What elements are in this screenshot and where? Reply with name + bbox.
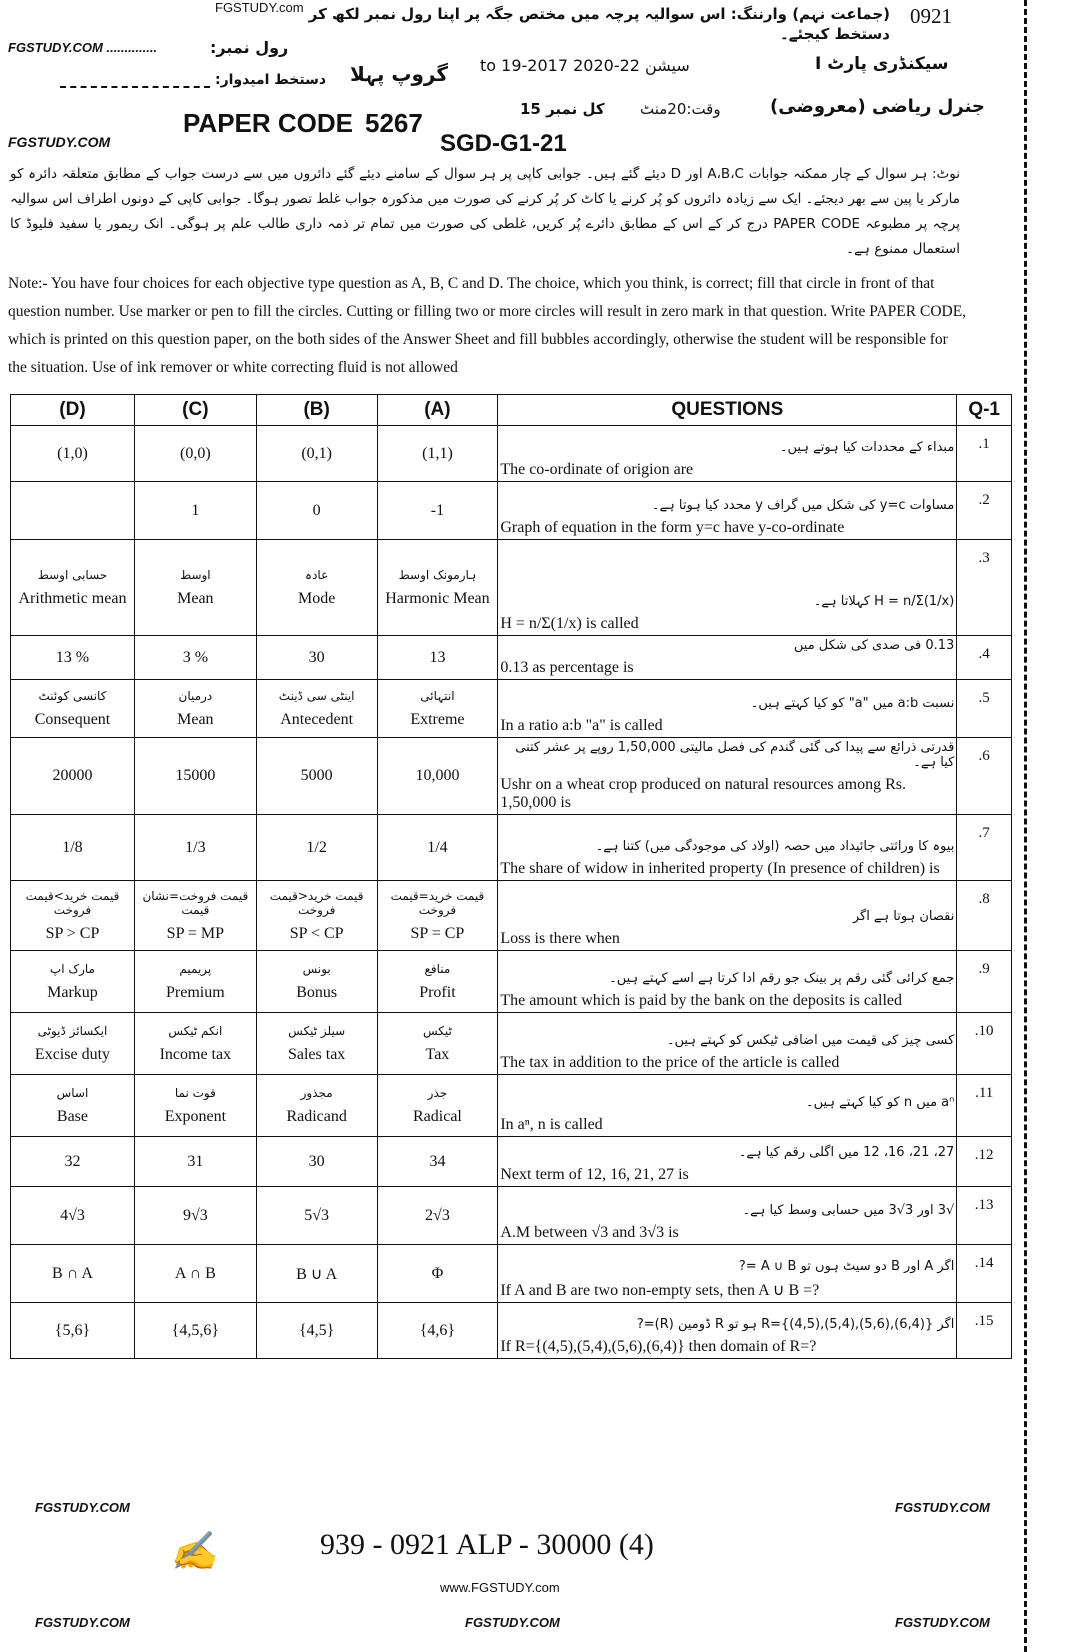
watermark-footer-center: FGSTUDY.COM [465, 1615, 560, 1630]
option-b-text: Mode [297, 589, 336, 607]
option-d [11, 1187, 135, 1245]
option-c-text: A ∩ B [174, 1264, 216, 1282]
watermark-footer-right: FGSTUDY.COM [895, 1615, 990, 1630]
session: سیشن 22-2020 to 19-2017 [480, 56, 690, 75]
question-number: .3 [957, 540, 1012, 636]
option-c [134, 815, 256, 881]
question-cell [498, 1075, 957, 1137]
question-number: .10 [957, 1013, 1012, 1075]
option-c [134, 1013, 256, 1075]
option-a-text: 34 [429, 1152, 446, 1170]
option-c-text: 1/3 [185, 838, 206, 856]
table-row [11, 1245, 1012, 1303]
option-b [256, 815, 377, 881]
option-a [377, 680, 498, 738]
option-c-urdu: انکم ٹیکس [168, 1023, 223, 1038]
option-a-text: -1 [430, 501, 445, 519]
option-b-text: 5√3 [304, 1206, 330, 1224]
option-c [134, 881, 256, 951]
table-row [11, 680, 1012, 738]
option-b [256, 1075, 377, 1137]
option-b-text: SP < CP [289, 924, 344, 942]
option-b-text: (0,1) [301, 444, 332, 462]
option-a-text: Extreme [410, 710, 465, 728]
question-urdu: قدرتی ذرائع سے پیدا کی گئی گندم کی فصل مالیتی 1,50,000 روپے پر عشر کتنی کیا ہے۔ [515, 740, 955, 770]
question-number: .4 [957, 636, 1012, 680]
option-b [256, 881, 377, 951]
handwritten-signature: ✍ [170, 1531, 218, 1573]
table-row [11, 738, 1012, 815]
option-d-text: Markup [47, 983, 98, 1001]
option-a [377, 1245, 498, 1303]
option-c-text: Mean [177, 710, 214, 728]
option-b-text: B ∪ A [296, 1265, 338, 1283]
option-a [377, 426, 498, 482]
option-d-text: Base [56, 1107, 89, 1125]
header-questions: QUESTIONS [498, 395, 957, 426]
watermark-bottom-right: FGSTUDY.COM [895, 1500, 990, 1515]
question-cell [498, 1245, 957, 1303]
option-c [134, 680, 256, 738]
question-urdu: اگر R={(4,5),(5,4),(5,6),(6,4)} ہو تو R ڈومین (R)=? [636, 1317, 955, 1332]
option-d-urdu: حسابی اوسط [37, 567, 108, 582]
option-b [256, 426, 377, 482]
option-c [134, 482, 256, 540]
question-urdu: جمع کرائی گئی رقم پر بینک جو رقم ادا کرتا ہے اسے کہتے ہیں۔ [609, 971, 955, 986]
option-c [134, 636, 256, 680]
option-b [256, 540, 377, 636]
question-number: .12 [957, 1137, 1012, 1187]
option-d-text: 32 [64, 1152, 81, 1170]
option-c-text: 3 % [182, 648, 209, 666]
table-row [11, 881, 1012, 951]
option-d-urdu: مارک اپ [49, 961, 95, 976]
option-b-text: 1/2 [306, 838, 327, 856]
option-b [256, 1137, 377, 1187]
option-a [377, 1013, 498, 1075]
option-a [377, 1137, 498, 1187]
table-row [11, 951, 1012, 1013]
option-c [134, 738, 256, 815]
table-row [11, 540, 1012, 636]
option-d-text: 13 % [55, 648, 90, 666]
note-english: Note:- You have four choices for each objective type question as A, B, C and D. The choice, which you think, is correct; fill that circle in front of that question number. Use marker or pen to fill the circles. Cutting or filling two or more circles will result in zero mark in that question. Write PAPER CODE, which is printed on this question paper, on the both sides of the Answer Sheet and fill bubbles accordingly, otherwise the student will be responsible for the situation. Use of ink remover or white correcting fluid is not allowed [8, 275, 967, 376]
option-a-text: {4,6} [419, 1321, 456, 1339]
option-d-text: B ∩ A [52, 1264, 93, 1282]
option-c [134, 1303, 256, 1359]
warning-text [300, 4, 890, 44]
question-cell [498, 738, 957, 815]
option-d [11, 636, 135, 680]
question-urdu: بیوہ کا وراثتی جائیداد میں حصہ (اولاد کی موجودگی میں) کتنا ہے۔ [595, 839, 955, 854]
option-a-urdu: جذر [427, 1085, 448, 1100]
option-b [256, 951, 377, 1013]
option-b [256, 482, 377, 540]
option-d [11, 540, 135, 636]
table-header [11, 395, 1012, 426]
part-title: سیکنڈری پارٹ I [815, 54, 949, 74]
option-a [377, 815, 498, 881]
option-b [256, 1245, 377, 1303]
signature-field[interactable] [60, 86, 210, 88]
option-a-text: Profit [419, 983, 456, 1001]
footer-code: 939 - 0921 ALP - 30000 (4) [320, 1528, 654, 1561]
option-a-text: Tax [425, 1045, 450, 1063]
option-d [11, 680, 135, 738]
question-urdu: aⁿ میں n کو کیا کہتے ہیں۔ [805, 1095, 955, 1110]
watermark-site: www.FGSTUDY.com [440, 1580, 560, 1595]
option-a-urdu: منافع [424, 961, 451, 976]
option-d-text: (1,0) [57, 444, 88, 462]
question-cell [498, 1137, 957, 1187]
option-b-text: Antecedent [280, 710, 354, 728]
option-b-text: {4,5} [298, 1321, 335, 1339]
option-d-text: 20000 [52, 767, 93, 784]
question-english: The co-ordinate of origion are [500, 461, 694, 478]
question-english: The share of widow in inherited property (In presence of children) is [500, 860, 940, 877]
question-number: .15 [957, 1303, 1012, 1359]
question-urdu: H = n/Σ(1/x) کہلاتا ہے۔ [813, 594, 955, 609]
question-number: .14 [957, 1245, 1012, 1303]
option-d [11, 1137, 135, 1187]
question-english: The amount which is paid by the bank on the deposits is called [500, 992, 903, 1009]
option-b-urdu: اینٹی سی ڈینٹ [278, 688, 355, 703]
signature-label: دستخط امیدوار: [215, 72, 327, 88]
question-cell [498, 951, 957, 1013]
question-number: .2 [957, 482, 1012, 540]
question-cell [498, 1187, 957, 1245]
option-b-text: 5000 [300, 767, 333, 784]
option-c [134, 951, 256, 1013]
option-c [134, 1137, 256, 1187]
question-urdu: مبداء کے محددات کیا ہوتے ہیں۔ [779, 440, 955, 455]
watermark-footer-left: FGSTUDY.COM [35, 1615, 130, 1630]
option-d-urdu: ایکسائز ڈیوٹی [37, 1023, 108, 1038]
option-c-text: (0,0) [180, 444, 211, 462]
paper-code-number: 0921 [910, 4, 952, 28]
question-number: .9 [957, 951, 1012, 1013]
option-d [11, 1303, 135, 1359]
roll-number-field[interactable]: FGSTUDY.COM .............. [8, 40, 158, 55]
question-cell [498, 881, 957, 951]
option-d [11, 815, 135, 881]
question-cell [498, 815, 957, 881]
option-a [377, 636, 498, 680]
option-d-urdu: قیمت خرید>قیمت فروخت [25, 888, 120, 917]
option-c-text: 1 [191, 501, 200, 519]
question-urdu: نسبت a:b میں "a" کو کیا کہتے ہیں۔ [750, 696, 955, 711]
option-a-urdu: قیمت خرید=قیمت فروخت [390, 888, 485, 917]
header-q1: Q-1 [957, 395, 1012, 426]
question-english: If A and B are two non-empty sets, then A ∪ B =? [500, 1282, 820, 1299]
header-d: (D) [11, 395, 135, 426]
question-number: .1 [957, 426, 1012, 482]
option-a-text: (1,1) [422, 444, 453, 462]
option-a [377, 1303, 498, 1359]
table-row [11, 1303, 1012, 1359]
option-d-text: {5,6} [54, 1321, 91, 1339]
option-c [134, 1245, 256, 1303]
group: گروپ پہلا [350, 62, 448, 86]
option-a [377, 951, 498, 1013]
option-c [134, 540, 256, 636]
option-b-text: 0 [312, 501, 321, 519]
option-d [11, 738, 135, 815]
option-c [134, 1075, 256, 1137]
question-cell [498, 426, 957, 482]
question-urdu: کسی چیز کی قیمت میں اضافی ٹیکس کو کہتے ہیں۔ [666, 1033, 955, 1048]
option-b [256, 1013, 377, 1075]
watermark-bottom-left: FGSTUDY.COM [35, 1500, 130, 1515]
option-c-text: 31 [187, 1152, 204, 1170]
table-row [11, 1187, 1012, 1245]
class-label: (جماعت نہم) [792, 5, 890, 23]
option-b [256, 680, 377, 738]
table-row [11, 1013, 1012, 1075]
question-english: If R={(4,5),(5,4),(5,6),(6,4)} then domain of R=? [500, 1338, 817, 1355]
option-c-text: Premium [166, 983, 225, 1001]
option-d-text: Excise duty [34, 1045, 111, 1063]
question-urdu: √3 اور 3√3 میں حسابی وسط کیا ہے۔ [742, 1203, 955, 1218]
watermark-top: FGSTUDY.com [215, 0, 304, 15]
option-b [256, 738, 377, 815]
paper-code-label: PAPER CODE [183, 108, 353, 138]
question-english: Ushr on a wheat crop produced on natural resources among Rs. 1,50,000 is [500, 776, 906, 811]
header-c: (C) [134, 395, 256, 426]
option-a [377, 1075, 498, 1137]
option-a-text: Harmonic Mean [385, 589, 490, 607]
table-row [11, 1137, 1012, 1187]
question-cell [498, 680, 957, 738]
option-d [11, 1013, 135, 1075]
option-b-text: Sales tax [287, 1045, 346, 1063]
option-c [134, 1187, 256, 1245]
option-a-text: 1/4 [427, 838, 448, 856]
option-b-urdu: عادہ [305, 567, 329, 582]
option-c-text: {4,5,6} [171, 1321, 220, 1339]
option-a-text: Φ [431, 1264, 444, 1282]
question-english: 0.13 as percentage is [500, 659, 634, 676]
watermark-left: FGSTUDY.COM [8, 134, 111, 150]
question-urdu: 27، 21، 16، 12 میں اگلی رقم کیا ہے۔ [738, 1145, 955, 1160]
header-a: (A) [377, 395, 498, 426]
question-cell [498, 636, 957, 680]
option-a [377, 1187, 498, 1245]
option-d [11, 1245, 135, 1303]
option-a [377, 881, 498, 951]
option-c-text: 15000 [175, 767, 216, 784]
question-english: The tax in addition to the price of the article is called [500, 1054, 840, 1071]
table-row [11, 426, 1012, 482]
question-cell [498, 1303, 957, 1359]
question-urdu: 0.13 فی صدی کی شکل میں [793, 638, 955, 653]
option-b [256, 1187, 377, 1245]
option-c [134, 426, 256, 482]
option-d-text: Consequent [34, 710, 111, 728]
option-d-text: 1/8 [62, 838, 83, 856]
question-number: .13 [957, 1187, 1012, 1245]
option-b-urdu: مجذور [300, 1085, 333, 1100]
option-d-text: SP > CP [45, 924, 100, 942]
option-b-urdu: سیلز ٹیکس [288, 1023, 346, 1038]
table-row [11, 815, 1012, 881]
question-number: .5 [957, 680, 1012, 738]
option-d-text: Arithmetic mean [18, 589, 127, 607]
option-b-text: Radicand [286, 1107, 347, 1125]
paper-code: 5267 [365, 108, 423, 138]
option-a [377, 738, 498, 815]
option-a-text: 10,000 [415, 767, 460, 784]
option-c-text: Mean [177, 589, 214, 607]
table-row [11, 1075, 1012, 1137]
option-a-text: 2√3 [425, 1206, 450, 1224]
option-c-urdu: پریمیم [179, 961, 212, 976]
question-cell [498, 482, 957, 540]
option-c-text: SP = MP [166, 924, 225, 942]
question-english: Next term of 12, 16, 21, 27 is [500, 1166, 689, 1183]
watermark-roll: FGSTUDY.COM [8, 40, 103, 55]
question-urdu: اگر A اور B دو سیٹ ہوں تو A ∪ B =? [738, 1259, 955, 1274]
question-cell [498, 540, 957, 636]
page-edge-divider [1024, 0, 1031, 1652]
option-b-urdu: قیمت خرید<قیمت فروخت [269, 888, 364, 917]
option-c-text: Exponent [164, 1107, 227, 1125]
option-d [11, 482, 135, 540]
question-number: .8 [957, 881, 1012, 951]
subject: جنرل ریاضی (معروضی) [770, 96, 985, 117]
option-b [256, 636, 377, 680]
question-number: .7 [957, 815, 1012, 881]
option-b [256, 1303, 377, 1359]
option-b-urdu: بونس [302, 961, 331, 976]
option-c-urdu: اوسط [180, 567, 211, 582]
option-d-text: 4√3 [60, 1206, 85, 1224]
total-marks: کل نمبر 15 [520, 100, 605, 118]
option-b-text: 30 [308, 1152, 325, 1170]
option-a-text: 13 [429, 648, 446, 666]
questions-table [10, 394, 1012, 1359]
option-a-urdu: ٹیکس [422, 1023, 452, 1038]
option-d [11, 426, 135, 482]
option-a-text: SP = CP [410, 924, 465, 942]
option-d [11, 881, 135, 951]
option-d [11, 951, 135, 1013]
question-number: .6 [957, 738, 1012, 815]
option-d-urdu: کانسی کوئنٹ [38, 688, 107, 703]
handwritten-code: SGD-G1-21 [440, 130, 567, 157]
question-english: H = n/Σ(1/x) is called [500, 615, 639, 632]
option-d-urdu: اساس [56, 1085, 89, 1100]
option-b-text: 30 [308, 648, 325, 666]
question-number: .11 [957, 1075, 1012, 1137]
table-row [11, 636, 1012, 680]
question-urdu: نقصان ہوتا ہے اگر [852, 909, 955, 924]
option-a-urdu: ہارمونک اوسط [398, 567, 477, 582]
option-c-text: Income tax [159, 1045, 232, 1063]
question-english: In a ratio a:b "a" is called [500, 717, 663, 734]
time: وقت:20منٹ [640, 100, 721, 118]
option-c-urdu: درمیان [178, 688, 213, 703]
roll-number-label: رول نمبر: [210, 38, 289, 57]
header-b: (B) [256, 395, 377, 426]
table-row [11, 482, 1012, 540]
question-english: In aⁿ, n is called [500, 1116, 603, 1133]
question-english: Graph of equation in the form y=c have y-co-ordinate [500, 519, 845, 536]
question-english: Loss is there when [500, 930, 620, 947]
option-a-text: Radical [413, 1107, 462, 1125]
question-urdu: مساوات y=c کی شکل میں گراف y محدد کیا ہوتا ہے۔ [651, 498, 955, 513]
option-c-urdu: قیمت فروخت=نشان قیمت [142, 888, 249, 917]
option-a [377, 540, 498, 636]
note-urdu: نوٹ: ہر سوال کے چار ممکنہ جوابات A،B،C اور D دیئے گئے ہیں۔ جوابی کاپی پر ہر سوال کے سامنے دیئے گئے دائروں میں سے درست جواب کے مطابق متعلقہ دائرہ کو مارکر یا پین سے بھر دیجئے۔ ایک سے زیادہ دائروں کو پُر کرنے یا کاٹ کر پُر کرنے کی صورت میں مذکورہ جواب غلط تصور ہوگا۔ جوابی کاپی کے دونوں اطراف اس سوالیہ پرچہ پر مطبوعہ PAPER CODE درج کر کے اس کے مطابق دائرے پُر کریں، غلطی کی صورت میں تمام تر ذمہ داری طالب علم پر ہوگی۔ انک ریمور یا سفید فلیوڈ کا استعمال ممنوع ہے۔ [10, 166, 961, 257]
question-cell [498, 1013, 957, 1075]
option-c-urdu: قوت نما [174, 1085, 216, 1100]
option-a-urdu: انتہائی [420, 688, 455, 703]
option-c-text: 9√3 [182, 1206, 208, 1224]
option-d [11, 1075, 135, 1137]
question-english: A.M between √3 and 3√3 is [500, 1224, 679, 1241]
option-b-text: Bonus [296, 983, 338, 1001]
warning-label: وارننگ: اس سوالیہ پرچہ میں مختص جگہ پر اپنا رول نمبر لکھ کر دستخط کیجئے۔ [308, 5, 890, 43]
option-a [377, 482, 498, 540]
